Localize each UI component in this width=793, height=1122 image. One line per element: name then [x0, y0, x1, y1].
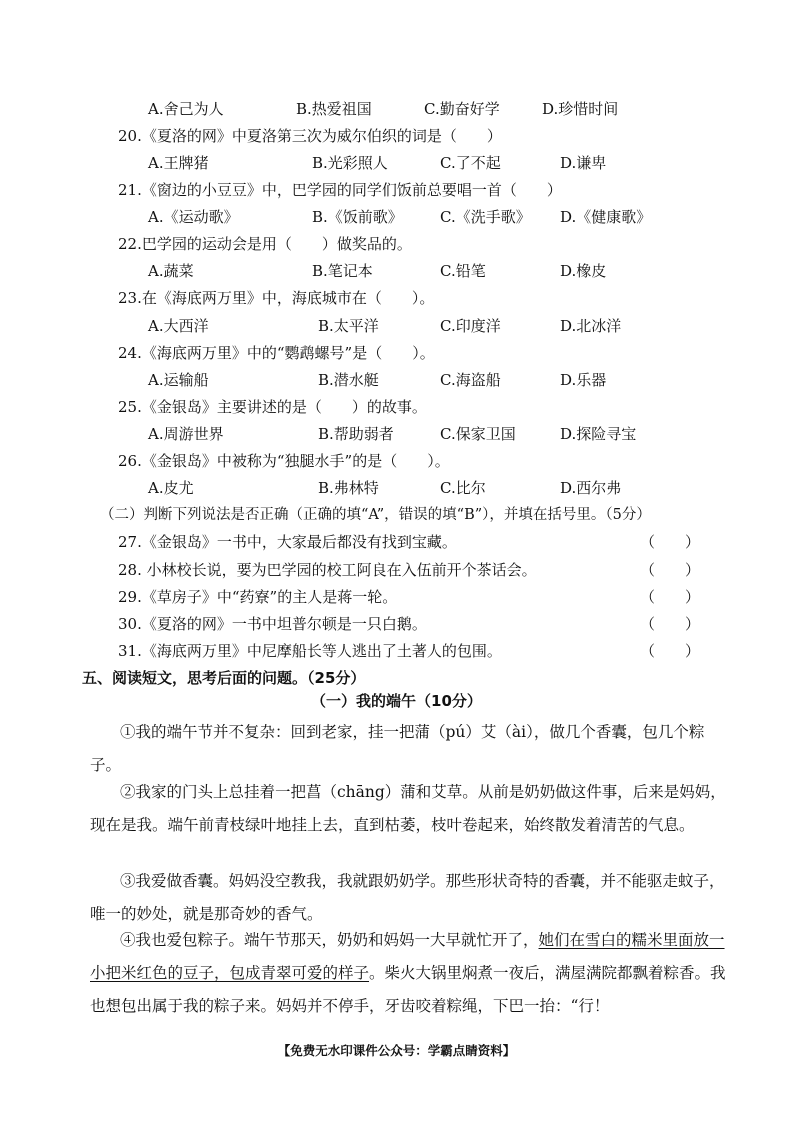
q26-option-a: A.皮尤 — [148, 479, 194, 497]
passage-title: （一）我的端午（10分） — [311, 692, 482, 710]
q25-stem: 25.《金银岛》主要讲述的是（ ）的故事。 — [118, 398, 427, 416]
q24-option-c: C.海盗船 — [440, 371, 501, 389]
q23-stem: 23.在《海底两万里》中，海底城市在（ ）。 — [118, 289, 435, 307]
q19-option-d: D.珍惜时间 — [542, 100, 619, 118]
q19-option-b: B.热爱祖国 — [296, 100, 372, 118]
q20-option-a: A.王牌猪 — [148, 154, 209, 172]
judge-item-30: 30.《夏洛的网》一书中坦普尔顿是一只白鹅。 — [118, 615, 427, 633]
q22-option-a: A.蔬菜 — [148, 262, 194, 280]
q20-stem: 20.《夏洛的网》中夏洛第三次为威尔伯织的词是（ ） — [118, 127, 502, 145]
q23-option-c: C.印度洋 — [440, 317, 501, 335]
q21-option-a: A.《运动歌》 — [148, 208, 239, 226]
q22-option-b: B.笔记本 — [312, 262, 373, 280]
q23-option-b: B.太平洋 — [318, 317, 379, 335]
q26-stem: 26.《金银岛》中被称为“独腿水手”的是（ ）。 — [118, 452, 450, 470]
q20-option-b: B.光彩照人 — [312, 154, 388, 172]
q20-option-d: D.谦卑 — [560, 154, 607, 172]
part2-heading: （二）判断下列说法是否正确（正确的填“A”，错误的填“B”），并填在括号里。（5分） — [100, 507, 651, 523]
section5-heading: 五、阅读短文，思考后面的问题。（25分） — [82, 669, 366, 687]
judge-answer-31[interactable]: （ ） — [640, 642, 701, 660]
judge-answer-30[interactable]: （ ） — [640, 615, 701, 633]
q20-option-c: C.了不起 — [440, 154, 501, 172]
q23-option-a: A.大西洋 — [148, 317, 209, 335]
q25-option-a: A.周游世界 — [148, 425, 224, 443]
judge-answer-27[interactable]: （ ） — [640, 533, 701, 551]
judge-item-29: 29.《草房子》中“药寮”的主人是蒋一轮。 — [118, 588, 398, 606]
paragraph-1: ①我的端午节并不复杂：回到老家，挂一把蒲（pú）艾（ài），做几个香囊，包几个粽子。 — [90, 723, 705, 774]
q23-option-d: D.北冰洋 — [560, 317, 622, 335]
q19-option-c: C.勤奋好学 — [424, 100, 500, 118]
q21-option-c: C.《洗手歌》 — [440, 208, 531, 226]
q26-option-b: B.弗林特 — [318, 479, 379, 497]
paragraph-4 — [90, 924, 730, 1023]
q19-option-a: A.舍己为人 — [148, 100, 224, 118]
q24-option-b: B.潜水艇 — [318, 371, 379, 389]
q21-stem: 21.《窗边的小豆豆》中，巴学园的同学们饭前总要唱一首（ ） — [118, 181, 562, 199]
q24-option-a: A.运输船 — [148, 371, 209, 389]
footer-watermark-note: 【免费无水印课件公众号：学霸点睛资料】 — [277, 1043, 516, 1058]
paragraph-4-underlined-sentence: 她们在雪白的糯米里面放一小把米红色的豆子，包成青翠可爱的样子 — [90, 931, 725, 982]
paragraph-2: ②我家的门头上总挂着一把菖（chāng）蒲和艾草。从前是奶奶做这件事，后来是妈妈，现在是我。端午前青枝绿叶地挂上去，直到枯萎，枝叶卷起来，始终散发着清苦的气息。 — [90, 783, 726, 834]
judge-item-27: 27.《金银岛》一书中，大家最后都没有找到宝藏。 — [118, 533, 457, 551]
q24-stem: 24.《海底两万里》中的“鹦鹉螺号”是（ ）。 — [118, 344, 435, 362]
q22-option-c: C.铅笔 — [440, 262, 486, 280]
q25-option-c: C.保家卫国 — [440, 425, 516, 443]
judge-answer-28[interactable]: （ ） — [640, 561, 701, 579]
q25-option-b: B.帮助弱者 — [318, 425, 394, 443]
q26-option-c: C.比尔 — [440, 479, 486, 497]
q24-option-d: D.乐器 — [560, 371, 607, 389]
q21-option-d: D.《健康歌》 — [560, 208, 652, 226]
q26-option-d: D.西尔弗 — [560, 479, 622, 497]
paragraph-4-text-after: 。柴火大锅里焖煮一夜后，满屋满院都飘着粽香。我也想包出属于我的粽子来。妈妈并不停手，牙齿咬着粽绳，下巴一抬：“行！ — [90, 964, 726, 1015]
judge-item-28: 28. 小林校长说，要为巴学园的校工阿良在入伍前开个茶话会。 — [118, 561, 537, 579]
judge-item-31: 31.《海底两万里》中尼摩船长等人逃出了土著人的包围。 — [118, 642, 502, 660]
q21-option-b: B.《饭前歌》 — [312, 208, 403, 226]
q25-option-d: D.探险寻宝 — [560, 425, 637, 443]
q22-option-d: D.橡皮 — [560, 262, 607, 280]
judge-answer-29[interactable]: （ ） — [640, 588, 701, 606]
paragraph-3: ③我爱做香囊。妈妈没空教我，我就跟奶奶学。那些形状奇特的香囊，并不能驱走蚊子，唯一的妙处，就是那奇妙的香气。 — [90, 872, 725, 923]
q22-stem: 22.巴学园的运动会是用（ ）做奖品的。 — [118, 235, 412, 253]
paragraph-4-text-before: ④我也爱包粽子。端午节那天，奶奶和妈妈一大早就忙开了， — [120, 931, 539, 949]
